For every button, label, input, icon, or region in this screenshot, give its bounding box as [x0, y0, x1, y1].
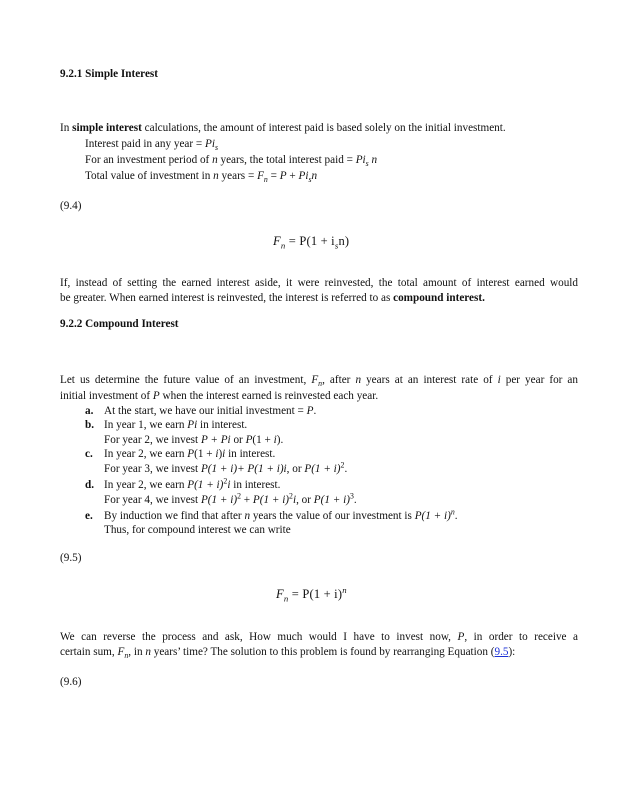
section-heading-compound-interest: 9.2.2 Compound Interest [60, 318, 179, 330]
term-simple-interest: simple interest [72, 122, 142, 134]
reinvest-paragraph-line-1: If, instead of setting the earned interest aside, it were reinvested, the total amount of interest earned would [60, 277, 578, 289]
list-item-b-line-2: For year 2, we invest P + Pi or P(1 + i). [104, 434, 284, 446]
list-item-e-line-2: Thus, for compound interest we can write [104, 524, 291, 536]
section-heading-simple-interest: 9.2.1 Simple Interest [60, 68, 158, 80]
reinvest-paragraph-line-2: be greater. When earned interest is reinvested, the interest is referred to as compound interest. [60, 292, 485, 304]
equation-9-5-link[interactable]: 9.5 [494, 646, 509, 658]
list-item-label: d. [85, 479, 95, 491]
equation-9-4: $F_n = P(1 + i_sn)$ [273, 234, 350, 251]
term-compound-interest: compound interest. [393, 292, 485, 304]
compound-intro-line-1: Let us determine the future value of an investment, $F_n$, after n years at an interest rate of i per year for an [60, 374, 578, 389]
list-item-c-line-1: In year 2, we earn P(1 + i)i in interest. [104, 448, 276, 460]
equation-label-9-5: (9.5) [60, 552, 82, 564]
list-item-label: c. [85, 448, 93, 460]
compound-intro-line-2: initial investment of P when the interest earned is reinvested each year. [60, 390, 379, 402]
reverse-paragraph-line-2: certain sum, $F_n$, in n years’ time? The solution to this problem is found by rearranging Equation (9.5): [60, 646, 516, 661]
reverse-paragraph-line-1: We can reverse the process and ask, How much would I have to invest now, P, in order to receive a [60, 631, 578, 643]
list-item-a: At the start, we have our initial investment = P. [104, 405, 317, 417]
total-interest-line: For an investment period of n years, the total interest paid = $Pi_s$ n [85, 154, 378, 169]
total-value-line: Total value of investment in n years = $F_n = P + Pi_sn$ [85, 170, 318, 185]
equation-label-9-6: (9.6) [60, 676, 82, 688]
simple-interest-intro: In simple interest calculations, the amount of interest paid is based solely on the initial investment. [60, 122, 506, 134]
list-item-e-line-1: By induction we find that after n years the value of our investment is $P(1 + i)^n$. [104, 507, 458, 522]
list-item-label: b. [85, 419, 95, 431]
equation-9-5: $F_n = P(1 + i)^n$ [276, 584, 347, 604]
list-item-c-line-2: For year 3, we invest P(1 + i)+ P(1 + i)i, or $P(1 + i)^2$. [104, 460, 348, 475]
list-item-label: e. [85, 510, 93, 522]
list-item-label: a. [85, 405, 94, 417]
equation-label-9-4: (9.4) [60, 200, 82, 212]
interest-per-year-line: Interest paid in any year = $Pi_s$ [85, 138, 219, 153]
list-item-d-line-1: In year 2, we earn $P(1 + i)^2i$ in interest. [104, 476, 281, 491]
list-item-b-line-1: In year 1, we earn Pi in interest. [104, 419, 248, 431]
list-item-d-line-2: For year 4, we invest $P(1 + i)^2 + P(1 + i)^2i$, or $P(1 + i)^3$. [104, 491, 357, 506]
